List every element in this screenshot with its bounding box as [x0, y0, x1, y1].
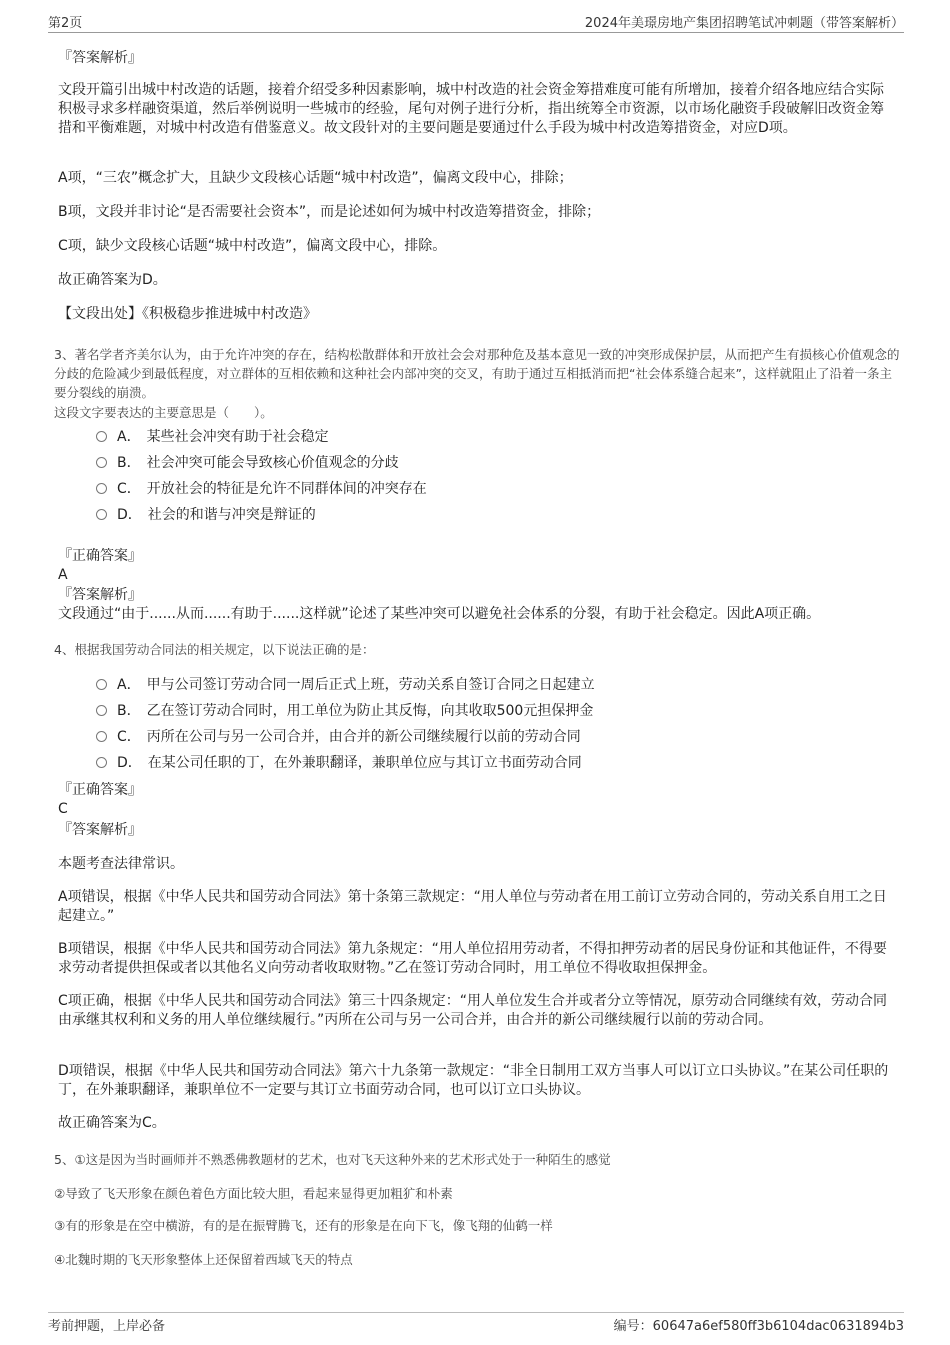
radio-icon[interactable]: [96, 731, 107, 742]
radio-icon[interactable]: [96, 757, 107, 768]
q4-option-a[interactable]: A． 甲与公司签订劳动合同一周后正式上班，劳动关系自签订合同之日起建立: [96, 675, 595, 695]
q3-answer: A: [58, 567, 68, 583]
q2-conclusion: 故正确答案为D。: [58, 272, 167, 288]
radio-icon[interactable]: [96, 705, 107, 716]
code-value: 60647a6ef580ff3b6104dac0631894b3: [652, 1319, 904, 1334]
q3-answer-label: 『正确答案』: [58, 548, 142, 564]
q2-source: 【文段出处】《积极稳步推进城中村改造》: [58, 306, 317, 322]
radio-icon[interactable]: [96, 483, 107, 494]
radio-icon[interactable]: [96, 509, 107, 520]
q2-item-a: A项，“三农”概念扩大，且缺少文段核心话题“城中村改造”，偏离文段中心，排除；: [58, 170, 573, 186]
q4-stem: 4、根据我国劳动合同法的相关规定，以下说法正确的是：: [54, 642, 375, 657]
q3-analysis-label: 『答案解析』: [58, 587, 142, 603]
q2-item-c: C项，缺少文段核心话题“城中村改造”，偏离文段中心，排除。: [58, 238, 447, 254]
q4-item-d: D项错误，根据《中华人民共和国劳动合同法》第六十九条第一款规定：“非全日制用工双方当事人可以订立口头协议。”在某公司任职的丁，在外兼职翻译，兼职单位不一定要与其订立书面劳动合同，也可以订立口头协议。: [58, 1063, 889, 1098]
q3-question: 这段文字要表达的主要意思是（ ）。: [54, 405, 273, 420]
radio-icon[interactable]: [96, 431, 107, 442]
q2-analysis-text: 文段开篇引出城中村改造的话题，接着介绍受多种因素影响，城中村改造的社会资金筹措难度可能有所增加，接着介绍各地应结合实际积极寻求多样融资渠道，然后举例说明一些城市的经验，尾句对例子进行分析，指出统筹全市资源，以市场化融资手段破解旧改资金筹措和平衡难题，对城中村改造有借鉴意义。故文段针对的主要问题是要通过什么手段为城中村改造筹措资金，对应D项。: [58, 82, 884, 136]
code-label: 编号：: [613, 1319, 653, 1334]
q3-stem: 3、著名学者齐美尔认为，由于允许冲突的存在，结构松散群体和开放社会会对那种危及基本意见一致的冲突形成保护层，从而把产生有损核心价值观念的分歧的危险减少到最低程度，对立群体的互相依赖和这种社会内部冲突的交叉，有助于通过互相抵消而把“社会体系缝合起来”，这样就阻止了沿着一条主要分裂线的崩溃。: [54, 347, 900, 400]
q5-sentence-4: ④北魏时期的飞天形象整体上还保留着西域飞天的特点: [54, 1252, 353, 1267]
radio-icon[interactable]: [96, 457, 107, 468]
q4-item-c: C项正确，根据《中华人民共和国劳动合同法》第三十四条规定：“用人单位发生合并或者分立等情况，原劳动合同继续有效，劳动合同由承继其权利和义务的用人单位继续履行。”丙所在公司与另一公司合并，由合并的新公司继续履行以前的劳动合同。: [58, 993, 888, 1028]
q3-option-a[interactable]: A． 某些社会冲突有助于社会稳定: [96, 427, 329, 447]
q3-option-d[interactable]: D． 社会的和谐与冲突是辩证的: [96, 505, 316, 525]
q4-conclusion: 故正确答案为C。: [58, 1115, 166, 1131]
q4-item-a: A项错误，根据《中华人民共和国劳动合同法》第十条第三款规定：“用人单位与劳动者在用工前订立劳动合同的，劳动关系自用工之日起建立。”: [58, 889, 887, 924]
document-title: 2024年美璟房地产集团招聘笔试冲刺题（带答案解析）: [584, 16, 904, 31]
q3-option-c[interactable]: C． 开放社会的特征是允许不同群体间的冲突存在: [96, 479, 427, 499]
q4-intro: 本题考查法律常识。: [58, 856, 184, 872]
page-header: [48, 12, 904, 33]
q2-analysis-label: 『答案解析』: [58, 50, 142, 66]
document-code: [614, 1315, 904, 1334]
q4-answer-label: 『正确答案』: [58, 782, 142, 798]
q4-option-c[interactable]: C． 丙所在公司与另一公司合并，由合并的新公司继续履行以前的劳动合同: [96, 727, 581, 747]
radio-icon[interactable]: [96, 679, 107, 690]
q2-item-b: B项，文段并非讨论“是否需要社会资本”，而是论述如何为城中村改造筹措资金，排除；: [58, 204, 601, 220]
q5-sentence-2: ②导致了飞天形象在颜色着色方面比较大胆，看起来显得更加粗犷和朴素: [54, 1186, 453, 1201]
page-footer: [48, 1312, 904, 1335]
q4-analysis-label: 『答案解析』: [58, 822, 142, 838]
q4-item-b: B项错误，根据《中华人民共和国劳动合同法》第九条规定：“用人单位招用劳动者，不得扣押劳动者的居民身份证和其他证件，不得要求劳动者提供担保或者以其他名义向劳动者收取财物。”乙在签订劳动合同时，用工单位不得收取担保押金。: [58, 941, 887, 976]
q3-option-b[interactable]: B． 社会冲突可能会导致核心价值观念的分歧: [96, 453, 399, 473]
q5-sentence-1: 5、①这是因为当时画师并不熟悉佛教题材的艺术，也对飞天这种外来的艺术形式处于一种陌生的感觉: [54, 1152, 611, 1167]
q5-sentence-3: ③有的形象是在空中横游，有的是在振臂腾飞，还有的形象是在向下飞，像飞翔的仙鹤一样: [54, 1218, 553, 1233]
page-number: 第2页: [48, 16, 83, 31]
q4-option-b[interactable]: B． 乙在签订劳动合同时，用工单位为防止其反悔，向其收取500元担保押金: [96, 701, 593, 721]
q4-answer: C: [58, 801, 68, 817]
q4-option-d[interactable]: D． 在某公司任职的丁，在外兼职翻译，兼职单位应与其订立书面劳动合同: [96, 753, 582, 773]
q3-analysis-text: 文段通过“由于......从而......有助于......这样就”论述了某些冲突可以避免社会体系的分裂，有助于社会稳定。因此A项正确。: [58, 606, 821, 622]
footer-slogan: 考前押题，上岸必备: [48, 1319, 166, 1334]
